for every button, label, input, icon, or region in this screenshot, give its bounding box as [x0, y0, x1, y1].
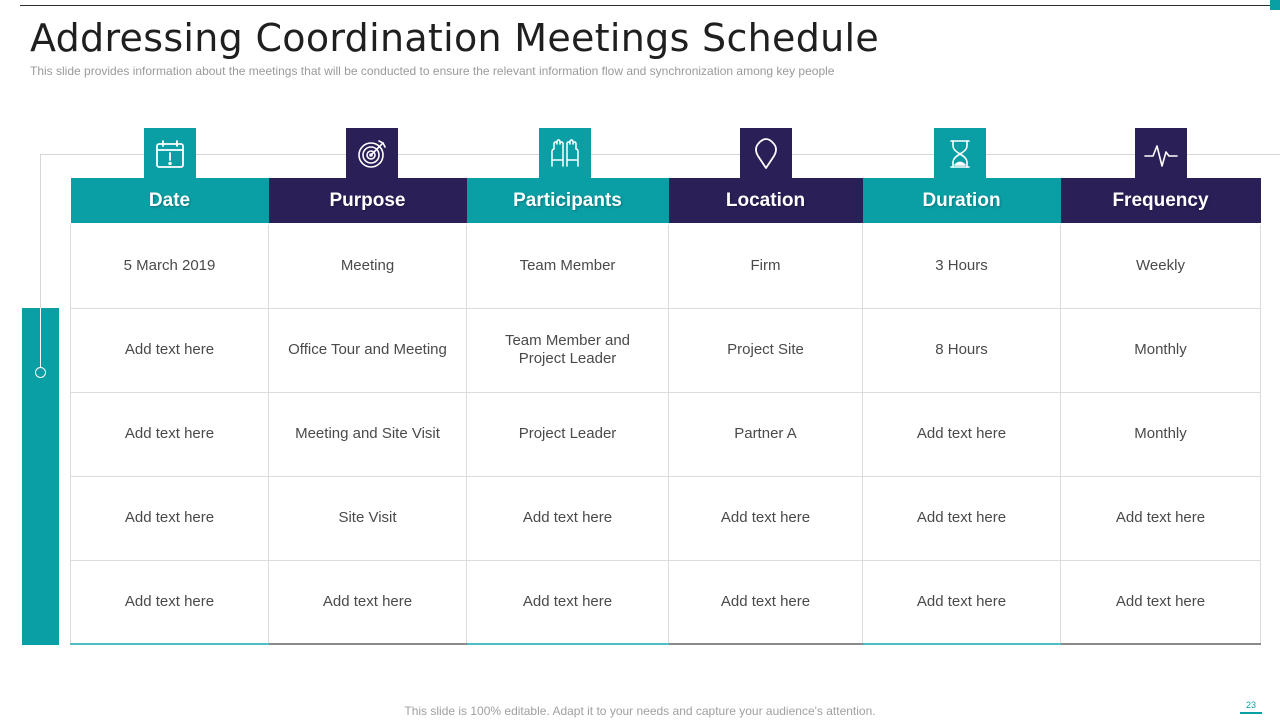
corner-accent: [1270, 0, 1280, 10]
cell-location: Firm: [669, 224, 863, 308]
cell-participants: Add text here: [467, 476, 669, 560]
cell-location: Add text here: [669, 476, 863, 560]
page-number: 23: [1240, 700, 1262, 714]
header-frequency: Frequency: [1061, 178, 1261, 224]
cell-duration: Add text here: [863, 560, 1061, 644]
table-row: [71, 308, 1261, 392]
connector-line-horizontal: [40, 154, 1280, 155]
table-row: [71, 560, 1261, 644]
header-location: Location: [669, 178, 863, 224]
footer-note: This slide is 100% editable. Adapt it to your needs and capture your audience's attention.: [404, 704, 876, 718]
page-title: Addressing Coordination Meetings Schedule: [30, 16, 880, 60]
page-subtitle: This slide provides information about the meetings that will be conducted to ensure the relevant information flow and synchronization among key people: [30, 64, 835, 78]
cell-frequency: Add text here: [1061, 476, 1261, 560]
calendar-alert-icon: [144, 128, 196, 180]
cell-date: Add text here: [71, 308, 269, 392]
raised-hands-icon: [539, 128, 591, 180]
cell-frequency: Weekly: [1061, 224, 1261, 308]
cell-participants: Team Member: [467, 224, 669, 308]
meetings-schedule-table: [70, 178, 1261, 645]
top-divider: [20, 5, 1270, 6]
cell-purpose: Site Visit: [269, 476, 467, 560]
cell-participants: Team Member and Project Leader: [467, 308, 669, 392]
cell-date: Add text here: [71, 392, 269, 476]
cell-duration: Add text here: [863, 392, 1061, 476]
hourglass-icon: [934, 128, 986, 180]
header-duration: Duration: [863, 178, 1061, 224]
cell-duration: 3 Hours: [863, 224, 1061, 308]
cell-purpose: Office Tour and Meeting: [269, 308, 467, 392]
cell-frequency: Monthly: [1061, 308, 1261, 392]
table-header-row: [71, 178, 1261, 224]
cell-date: 5 March 2019: [71, 224, 269, 308]
location-pin-icon: [740, 128, 792, 180]
header-purpose: Purpose: [269, 178, 467, 224]
cell-duration: Add text here: [863, 476, 1061, 560]
pulse-icon: [1135, 128, 1187, 180]
cell-purpose: Meeting: [269, 224, 467, 308]
cell-location: Project Site: [669, 308, 863, 392]
cell-participants: Project Leader: [467, 392, 669, 476]
cell-location: Partner A: [669, 392, 863, 476]
table-row: [71, 392, 1261, 476]
table-row: [71, 224, 1261, 308]
header-date: Date: [71, 178, 269, 224]
accent-bar-dot: [35, 367, 46, 378]
cell-frequency: Add text here: [1061, 560, 1261, 644]
cell-frequency: Monthly: [1061, 392, 1261, 476]
accent-bar-line: [40, 308, 41, 368]
header-participants: Participants: [467, 178, 669, 224]
cell-date: Add text here: [71, 560, 269, 644]
target-icon: [346, 128, 398, 180]
cell-purpose: Meeting and Site Visit: [269, 392, 467, 476]
cell-duration: 8 Hours: [863, 308, 1061, 392]
table-row: [71, 476, 1261, 560]
cell-purpose: Add text here: [269, 560, 467, 644]
cell-location: Add text here: [669, 560, 863, 644]
cell-participants: Add text here: [467, 560, 669, 644]
cell-date: Add text here: [71, 476, 269, 560]
